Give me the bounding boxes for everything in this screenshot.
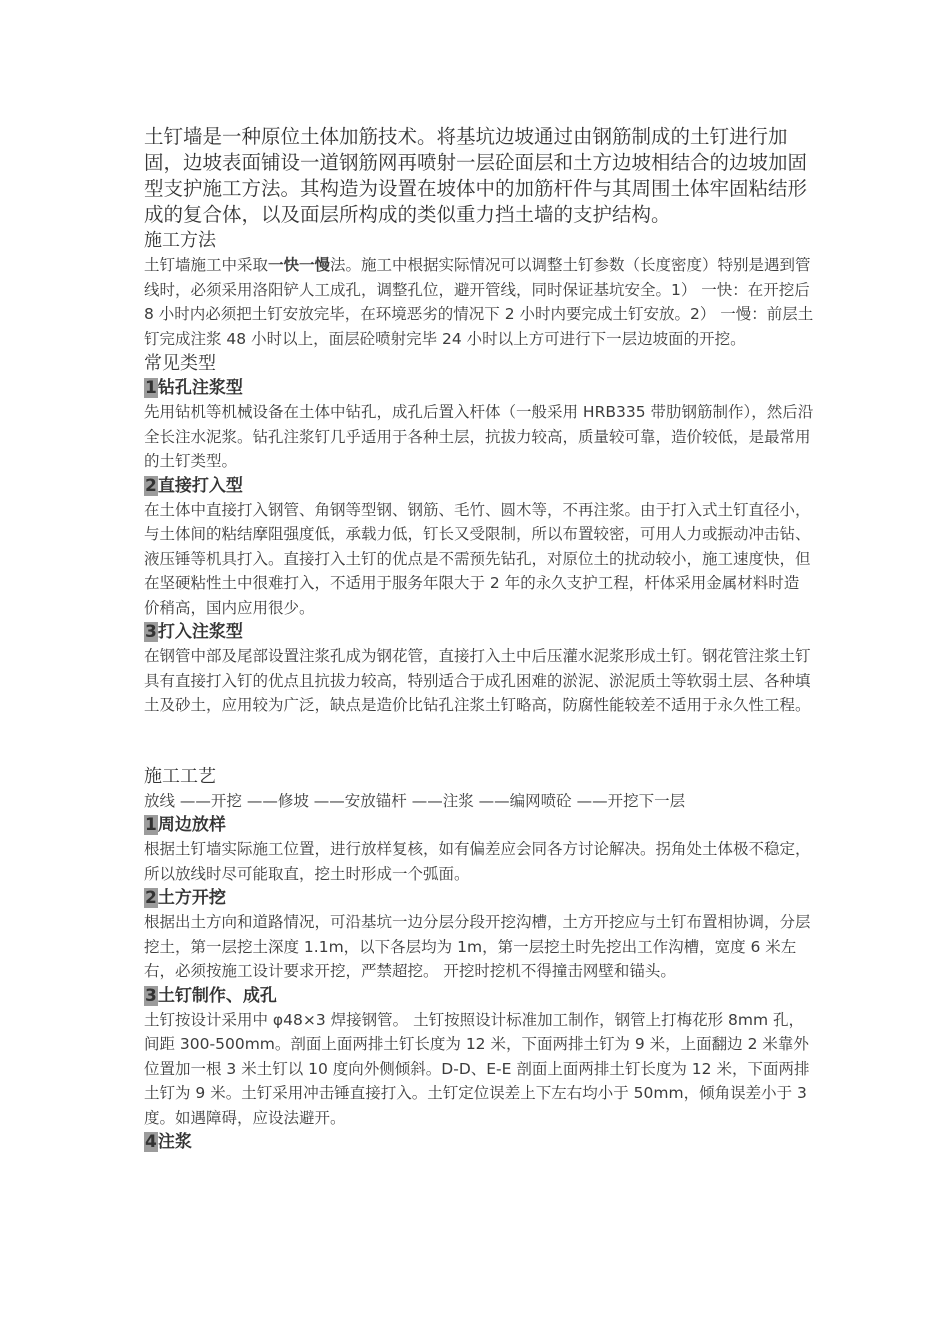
process-heading: 施工工艺 [144, 765, 216, 787]
type-2-number: 2 [145, 475, 157, 496]
step-2-number: 2 [145, 888, 157, 908]
type-3-heading: 3打入注浆型 [145, 622, 243, 642]
type-3-text: 在钢管中部及尾部设置注浆孔成为钢花管，直接打入土中后压灌水泥浆形成土钉。钢花管注浆土钉具有直接打入钉的优点且抗拔力较高，特别适合于成孔困难的淤泥、淤泥质土等软弱土层、各种填土及砂土，应用较为广泛，缺点是造价比钻孔注浆土钉略高，防腐性能较差不适用于永久性工程。 [144, 647, 811, 714]
type-3-number: 3 [145, 622, 157, 642]
type-1-number: 1 [145, 378, 157, 398]
type-2-heading: 2直接打入型 [145, 475, 243, 496]
step-4-heading: 4注浆 [145, 1132, 192, 1152]
type-1-heading: 1钻孔注浆型 [145, 378, 243, 398]
process-flow: 放线 ——开挖 ——修坡 ——安放锚杆 ——注浆 ——编网喷砼 ——开挖下一层 [144, 791, 686, 810]
step-1-heading: 1周边放样 [145, 815, 226, 835]
step-2-text: 根据出土方向和道路情况，可沿基坑一边分层分段开挖沟槽，土方开挖应与土钉布置相协调，分层挖土，第一层挖土深度 1.1m，以下各层均为 1m，第一层挖土时先挖出工作沟槽，宽度 6 米左右，必须按施工设计要求开挖，严禁超挖。 开挖时挖机不得撞击网壁和锚头。 [144, 913, 811, 980]
section-spacer [144, 718, 814, 764]
step-2-heading: 2土方开挖 [145, 888, 226, 908]
method-emphasis: 一快一慢 [268, 256, 331, 274]
step-4-number: 4 [145, 1132, 157, 1152]
step-1-number: 1 [145, 815, 157, 835]
method-paragraph: 土钉墙施工中采取一快一慢法。施工中根据实际情况可以调整土钉参数（长度密度）特别是遇到管线时，必须采用洛阳铲人工成孔，调整孔位，避开管线，同时保证基坑安全。1） 一快：在开挖后 8 小时内必须把土钉安放完毕，在环境恶劣的情况下 2 小时内要完成土钉安放。2） 一慢：前层土钉完成注浆 48 小时以上，面层砼喷射完毕 24 小时以上方可进行下一层边坡面的开挖。 [144, 256, 814, 348]
intro-paragraph: 土钉墙是一种原位土体加筋技术。将基坑边坡通过由钢筋制成的土钉进行加固，边坡表面铺设一道钢筋网再喷射一层砼面层和土方边坡相结合的边坡加固型支护施工方法。其构造为设置在坡体中的加筋杆件与其周围土体牢固粘结形成的复合体，以及面层所构成的类似重力挡土墙的支护结构。 [144, 125, 808, 226]
step-3-number: 3 [145, 985, 157, 1006]
step-3-heading: 3土钉制作、成孔 [145, 985, 277, 1006]
step-3-text: 土钉按设计采用中 φ48×3 焊接钢管。 土钉按照设计标准加工制作，钢管上打梅花形 8mm 孔，间距 300-500mm。剖面上面两排土钉长度为 12 米，下面两排土钉为 9 米，上面翻边 2 米靠外位置加一根 3 米土钉以 10 度向外侧倾斜。D-D、E-E 剖面上面两排土钉长度为 12 米，下面两排土钉为 9 米。土钉采用冲击锤直接打入。土钉定位误差上下左右均小于 50mm，倾角误差小于 3 度。如遇障碍，应设法避开。 [144, 1010, 810, 1127]
type-1-text: 先用钻机等机械设备在土体中钻孔，成孔后置入杆体（一般采用 HRB335 带肋钢筋制作），然后沿全长注水泥浆。钻孔注浆钉几乎适用于各种土层，抗拔力较高，质量较可靠，造价较低，是最常用的土钉类型。 [144, 403, 814, 470]
method-heading: 施工方法 [144, 230, 216, 251]
type-2-text: 在土体中直接打入钢管、角钢等型钢、钢筋、毛竹、圆木等，不再注浆。由于打入式土钉直径小，与土体间的粘结摩阻强度低，承载力低，钉长又受限制，所以布置较密，可用人力或振动冲击钻、液压锤等机具打入。直接打入土钉的优点是不需预先钻孔，对原位土的扰动较小，施工速度快，但在坚硬粘性土中很难打入，不适用于服务年限大于 2 年的永久支护工程，杆体采用金属材料时造价稍高，国内应用很少。 [144, 500, 811, 617]
document-content [144, 124, 814, 1154]
step-1-text: 根据土钉墙实际施工位置，进行放样复核，如有偏差应会同各方讨论解决。拐角处土体极不稳定，所以放线时尽可能取直，挖土时形成一个弧面。 [144, 840, 811, 883]
types-heading: 常见类型 [144, 353, 216, 374]
